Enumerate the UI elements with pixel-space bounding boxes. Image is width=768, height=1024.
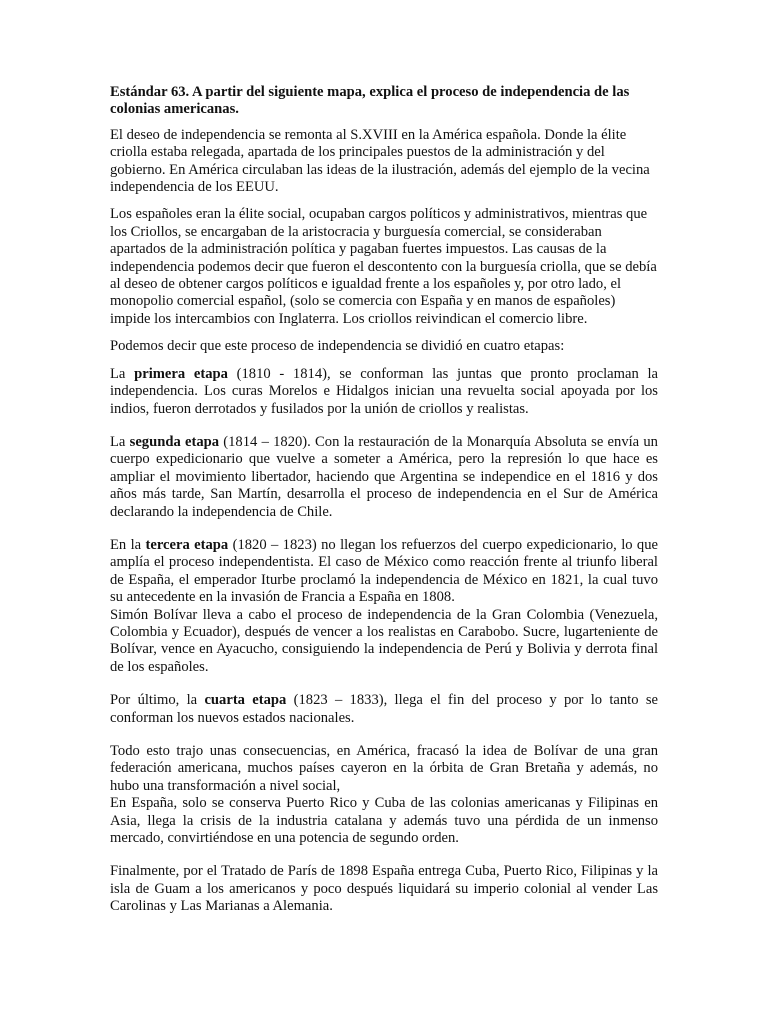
paragraph-final: Finalmente, por el Tratado de París de 1898 España entrega Cuba, Puerto Rico, Filipinas y la isla de Guam a los americanos y poco después liquidará su imperio colonial al vender Las Carolinas y Las Marianas a Alemania.: [110, 863, 658, 915]
fourth-stage-label: cuarta etapa: [204, 692, 287, 709]
paragraph-origins: El deseo de independencia se remonta al S.XVIII en la América española. Donde la élite criolla estaba relegada, apartada de los principales puestos de la administración y del gobierno. En América circulaban las ideas de la ilustración, además del ejemplo de la vecina independencia de los EEUU.: [110, 126, 650, 196]
paragraph-causes: Los españoles eran la élite social, ocupaban cargos políticos y administrativos, mientras que los Criollos, se encargaban de la aristocracia y burguesía comercial, se consideraban apartados de la administración política y pagaban fuertes impuestos. Las causas de la independencia podemos decir que fueron el descontento con la burguesía criolla, que se debía al deseo de obtener cargos políticos e igualdad frente a los españoles y, por otro lado, el monopolio comercial español, (solo se comercia con España y en manos de españoles) impide los intercambios con Inglaterra. Los criollos reivindican el comercio libre.: [110, 206, 657, 327]
document-title: Estándar 63. A partir del siguiente mapa, explica el proceso de independencia de las colonias americanas.: [110, 84, 630, 118]
paragraph-stages-intro: Podemos decir que este proceso de independencia se dividió en cuatro etapas:: [110, 338, 565, 355]
second-stage-prefix: La: [110, 433, 130, 450]
second-stage-text: (1814 – 1820). Con la restauración de la Monarquía Absoluta se envía un cuerpo expedicionario que vuelve a someter a América, pero la represión lo que hace es ampliar el movimiento libertador, haciendo que Argentina se independice en el 1816 y dos años más tarde, San Martín, desarrolla el proceso de independencia en el Sur de América declarando la independencia de Chile.: [110, 433, 658, 520]
third-stage-text: (1820 – 1823) no llegan los refuerzos del cuerpo expedicionario, lo que amplía el proceso independentista. El caso de México como reacción frente al triunfo liberal de España, el emperador Iturbe proclamó la independencia de México en 1821, la cual tuvo su antecedente en la invasión de Francia a España en 1808.: [110, 536, 658, 606]
fourth-stage-text: (1823 – 1833), llega el fin del proceso y por lo tanto se conforman los nuevos estados nacionales.: [110, 692, 658, 726]
paragraph-spain: En España, solo se conserva Puerto Rico y Cuba de las colonias americanas y Filipinas en Asia, llega la crisis de la industria catalana y además tuvo una pérdida de un inmenso mercado, convirtiéndose en una potencia de segundo orden.: [110, 795, 658, 847]
fourth-stage-prefix: Por último, la: [110, 692, 205, 709]
paragraph-first-stage: [110, 366, 658, 418]
paragraph-second-stage: [110, 434, 658, 521]
second-stage-label: segunda etapa: [129, 433, 220, 450]
paragraph-bolivar: Simón Bolívar lleva a cabo el proceso de independencia de la Gran Colombia (Venezuela, Colombia y Ecuador), después de vencer a los realistas en Carabobo. Sucre, lugarteniente de Bolívar, vence en Ayacucho, consiguiendo la independencia de Perú y Bolivia y derrota final de los españoles.: [110, 606, 658, 675]
paragraph-fourth-stage: [110, 692, 658, 727]
paragraph-third-stage: [110, 537, 658, 607]
third-stage-label: tercera etapa: [145, 536, 229, 553]
document-page: [110, 84, 658, 916]
first-stage-prefix: La: [110, 365, 135, 382]
third-stage-prefix: En la: [110, 536, 146, 553]
first-stage-label: primera etapa: [134, 365, 228, 382]
paragraph-consequences: Todo esto trajo unas consecuencias, en América, fracasó la idea de Bolívar de una gran federación americana, muchos países cayeron en la órbita de Gran Bretaña y además, no hubo una transformación a nivel social,: [110, 743, 658, 794]
first-stage-text: (1810 - 1814), se conforman las juntas que pronto proclaman la independencia. Los curas Morelos e Hidalgos inician una revuelta social apoyada por los indios, fueron derrotados y fusilados por la unión de criollos y realistas.: [110, 365, 658, 417]
